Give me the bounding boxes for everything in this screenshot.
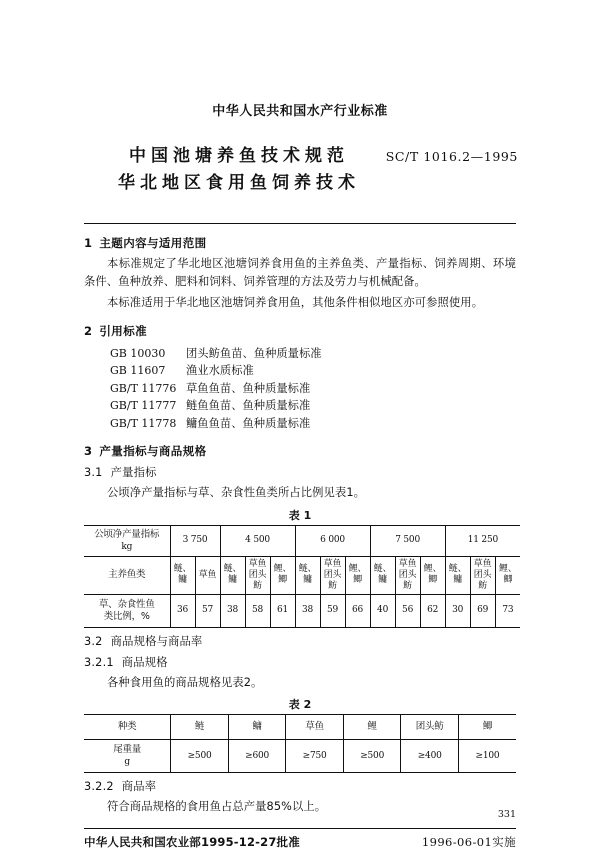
kind-cell: 草鱼 [286,715,344,740]
table-row [84,715,516,740]
ratio-cell: 57 [195,594,220,627]
table-2-caption: 表 2 [288,698,312,711]
row-label-kind: 种类 [84,715,171,740]
species-cell: 鲤、鲫 [495,556,520,594]
species-cell: 草鱼 团头鲂 [320,556,345,594]
section-1-number: 1 [84,236,93,250]
ratio-cell: 30 [445,594,470,627]
yield-value: 11 250 [445,525,520,556]
species-cell: 鲢、鳙 [445,556,470,594]
row-label-yield [84,525,170,556]
title-block [84,143,516,201]
ratio-cell: 56 [395,594,420,627]
document-title [84,143,389,197]
species-cell: 鲤、鲫 [270,556,295,594]
section-3-heading [84,443,516,459]
standard-name: 团头鲂鱼苗、鱼种质量标准 [186,346,322,360]
species-cell: 草鱼 [195,556,220,594]
section-3-2-2-heading [84,778,516,794]
list-item [84,362,516,380]
species-cell: 鲢、鳙 [370,556,395,594]
section-3-2-number: 3.2 [84,634,103,648]
referenced-standards-list [84,345,516,433]
table-row [84,525,520,556]
section-2-heading [84,323,516,339]
ratio-cell: 38 [295,594,320,627]
species-cell: 鲢、鳙 [170,556,195,594]
section-3-title: 产量指标与商品规格 [99,444,207,458]
table-1-caption: 表 1 [288,508,312,522]
standard-code: GB/T 11776 [110,381,177,395]
kind-cell: 团头鲂 [401,715,459,740]
list-item [84,397,516,415]
table-row [84,594,520,627]
standard-name: 草鱼鱼苗、鱼种质量标准 [186,381,311,395]
kind-cell: 鳙 [228,715,286,740]
footer-divider [84,828,516,829]
yield-label: 公顷净产量指标 [94,528,160,540]
ratio-cell: 69 [470,594,495,627]
ratio-cell: 66 [345,594,370,627]
species-cell: 草鱼 团头鲂 [245,556,270,594]
species-cell: 鲢、鳙 [220,556,245,594]
kind-cell: 鲢 [171,715,229,740]
header-divider [84,223,516,224]
section-1-heading [84,235,516,251]
section-3-1-heading [84,464,516,480]
effective-date: 1996-06-01实施 [421,834,516,849]
yield-value: 6 000 [295,525,370,556]
row-label-weight: 尾重量 g [84,740,171,773]
standard-code: GB 10030 [110,346,166,360]
table-row [84,740,516,773]
ratio-cell: 58 [245,594,270,627]
section-3-2-2-paragraph: 符合商品规格的食用鱼占总产量85%以上。 [107,800,327,813]
ratio-cell: 59 [320,594,345,627]
approval-text: 中华人民共和国农业部1995-12-27批准 [84,834,300,849]
section-3-1-title: 产量指标 [110,466,157,479]
standard-name: 鳙鱼鱼苗、鱼种质量标准 [186,416,311,430]
list-item [84,380,516,398]
weight-cell: ≥750 [286,740,344,773]
section-2-title: 引用标准 [99,323,148,338]
section-3-2-heading [84,633,516,649]
yield-value: 4 500 [220,525,295,556]
title-line-1: 中国池塘养鱼技术规范 [129,146,349,166]
section-1-paragraph-1: 本标准规定了华北地区池塘饲养食用鱼的主养鱼类、产量指标、饲养周期、环境条件、鱼种放养、肥料和饲料、饲养管理的方法及劳力与机械配备。 [84,257,516,288]
table-row [84,556,520,594]
section-3-number: 3 [84,444,93,458]
section-3-2-1-number: 3.2.1 [84,655,114,669]
document-kind: 中华人民共和国水产行业标准 [212,104,388,119]
species-cell: 鲤、鲫 [420,556,445,594]
section-3-1-paragraph: 公顷净产量指标与草、杂食性鱼类所占比例见表1。 [107,486,366,499]
section-3-1-number: 3.1 [84,466,103,479]
section-3-2-2-title: 商品率 [121,780,157,793]
weight-cell: ≥400 [401,740,459,773]
page-number: 331 [497,809,516,820]
section-3-2-1-paragraph: 各种食用鱼的商品规格见表2。 [107,675,263,689]
standard-name: 鲢鱼鱼苗、鱼种质量标准 [186,399,311,412]
section-1-paragraph-2: 本标准适用于华北地区池塘饲养食用鱼，其他条件相似地区亦可参照使用。 [107,296,484,309]
standard-code: GB/T 11778 [110,416,177,430]
species-cell: 鲤、鲫 [345,556,370,594]
species-cell: 草鱼 团头鲂 [395,556,420,594]
standard-number: SC/T 1016.2—1995 [385,149,518,164]
standard-code: GB 11607 [110,364,166,377]
kind-cell: 鲫 [458,715,516,740]
ratio-cell: 61 [270,594,295,627]
page-footer [84,834,516,850]
weight-cell: ≥500 [343,740,401,773]
standard-name: 渔业水质标准 [186,364,254,377]
ratio-cell: 40 [370,594,395,627]
list-item [84,345,516,363]
table-1 [84,525,520,628]
weight-cell: ≥600 [228,740,286,773]
ratio-cell: 73 [495,594,520,627]
species-cell: 草鱼 团头鲂 [470,556,495,594]
kind-cell: 鲤 [343,715,401,740]
species-cell: 鲢、鳙 [295,556,320,594]
title-line-2: 华北地区食用鱼饲养技术 [118,173,360,193]
table-2 [84,714,516,773]
row-label-species: 主养鱼类 [84,556,170,594]
section-1-title: 主题内容与适用范围 [99,236,207,250]
ratio-cell: 62 [420,594,445,627]
row-label-ratio: 草、杂食性鱼 类比例，% [84,594,170,627]
standard-code: GB/T 11777 [110,399,177,412]
list-item [84,415,516,433]
yield-value: 7 500 [370,525,445,556]
section-3-2-title: 商品规格与商品率 [110,634,203,648]
weight-cell: ≥100 [458,740,516,773]
section-3-2-1-heading [84,654,516,670]
yield-unit: kg [121,541,133,552]
section-3-2-2-number: 3.2.2 [84,780,114,793]
section-3-2-1-title: 商品规格 [121,655,168,669]
section-2-number: 2 [84,323,93,338]
ratio-cell: 36 [170,594,195,627]
yield-value: 3 750 [170,525,220,556]
weight-cell: ≥500 [171,740,229,773]
ratio-cell: 38 [220,594,245,627]
